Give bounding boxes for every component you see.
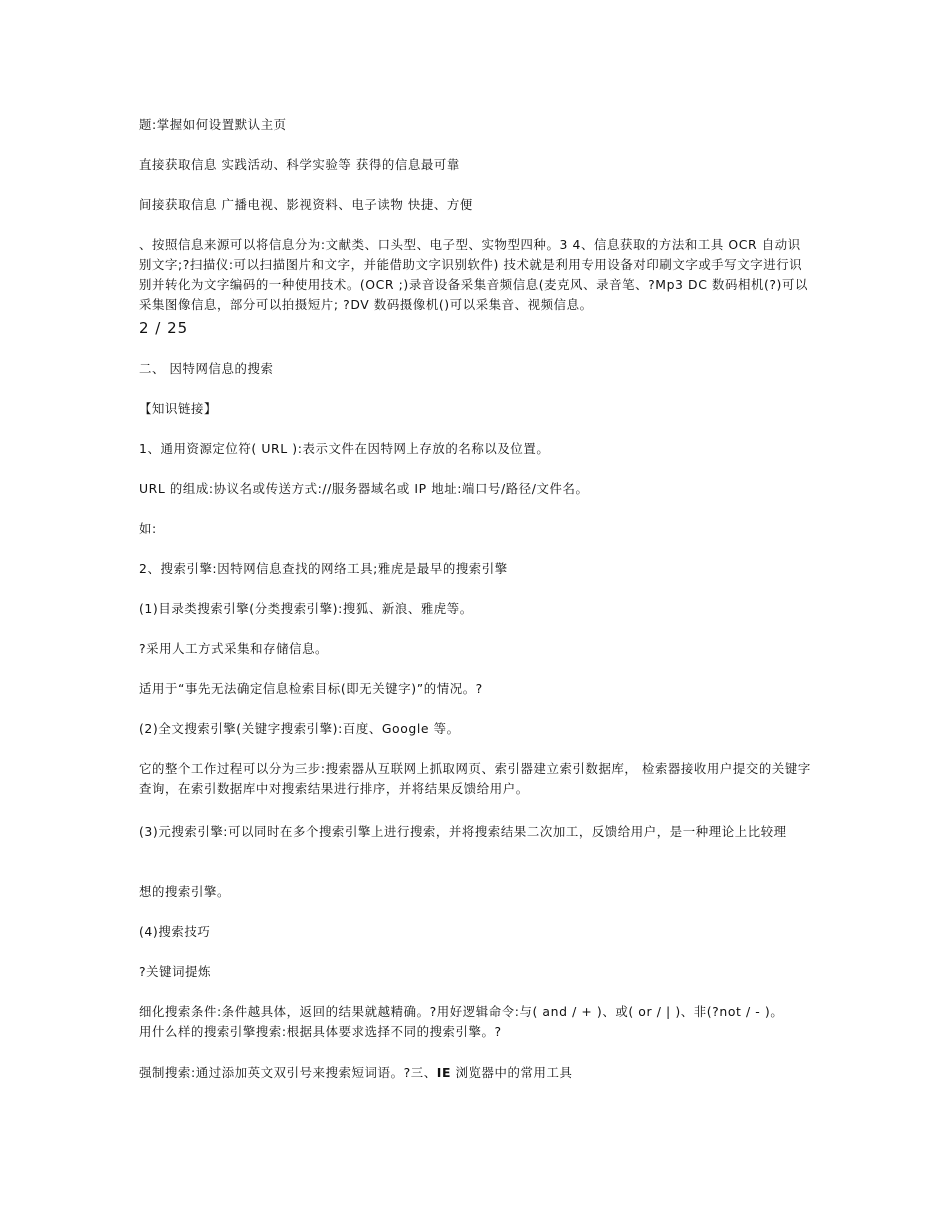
- text-paragraph: 、按照信息来源可以将信息分为:文献类、口头型、电子型、实物型四种。3 4、信息获取的方法和工具 OCR 自动识别文字;?扫描仪:可以扫描图片和文字，并能借助文字识别软件) 技术就是利用专用设备对印刷文字或手写文字进行识别并转化为文字编码的一种使用技术。(OCR ;)录音设备采集音频信息(麦克风、录音笔、?Mp3 DC 数码相机(?)可以采集图像信息，部分可以拍摄短片; ?DV 数码摄像机()可以采集音、视频信息。: [139, 237, 808, 312]
- text-line: (1)目录类搜索引擎(分类搜索引擎):搜狐、新浪、雅虎等。: [139, 601, 473, 616]
- text-line: [139, 1063, 819, 1083]
- text-line: (2)全文搜索引擎(关键字搜索引擎):百度、Google 等。: [139, 721, 460, 736]
- text-line: 【知识链接】: [139, 401, 217, 416]
- text-span: 强制搜索:通过添加英文双引号来搜索短词语。?三、: [139, 1065, 437, 1080]
- text-line: 适用于“事先无法确定信息检索目标(即无关键字)”的情况。?: [139, 681, 483, 696]
- text-line: 间接获取信息 广播电视、影视资料、电子读物 快捷、方便: [139, 197, 473, 212]
- text-line: 想的搜索引擎。: [139, 884, 230, 899]
- section-heading: 二、 因特网信息的搜索: [139, 361, 274, 376]
- text-paragraph: 它的整个工作过程可以分为三步:搜索器从互联网上抓取网页、索引器建立索引数据库， 检索器接收用户提交的关键字查询，在索引数据库中对搜索结果进行排序，并将结果反馈给用户。: [139, 761, 811, 796]
- text-paragraph: 细化搜索条件:条件越具体，返回的结果就越精确。?用好逻辑命令:与( and / + )、或( or / | )、非(?not / - )。 用什么样的搜索引擎搜索:根据具体要求选择不同的搜索引擎。?: [139, 1004, 784, 1039]
- text-line: 1、通用资源定位符( URL ):表示文件在因特网上存放的名称以及位置。: [139, 441, 550, 456]
- text-line: 如:: [139, 521, 157, 536]
- text-line: (4)搜索技巧: [139, 924, 211, 939]
- text-line: ?关键词提炼: [139, 964, 212, 979]
- text-line: 直接获取信息 实践活动、科学实验等 获得的信息最可靠: [139, 157, 460, 172]
- text-span: 浏览器中的常用工具: [451, 1065, 573, 1080]
- text-line: 题:掌握如何设置默认主页: [139, 117, 287, 132]
- text-line: ?采用人工方式采集和存储信息。: [139, 641, 329, 656]
- text-span-bold: IE: [436, 1065, 452, 1080]
- text-line: URL 的组成:协议名或传送方式://服务器域名或 IP 地址:端口号/路径/文件名。: [139, 481, 589, 496]
- page-number: 2 / 25: [139, 319, 189, 337]
- text-line: 2、搜索引擎:因特网信息查找的网络工具;雅虎是最早的搜索引擎: [139, 561, 508, 576]
- text-paragraph: (3)元搜索引擎:可以同时在多个搜索引擎上进行搜索，并将搜索结果二次加工，反馈给用户，是一种理论上比较理: [139, 824, 787, 839]
